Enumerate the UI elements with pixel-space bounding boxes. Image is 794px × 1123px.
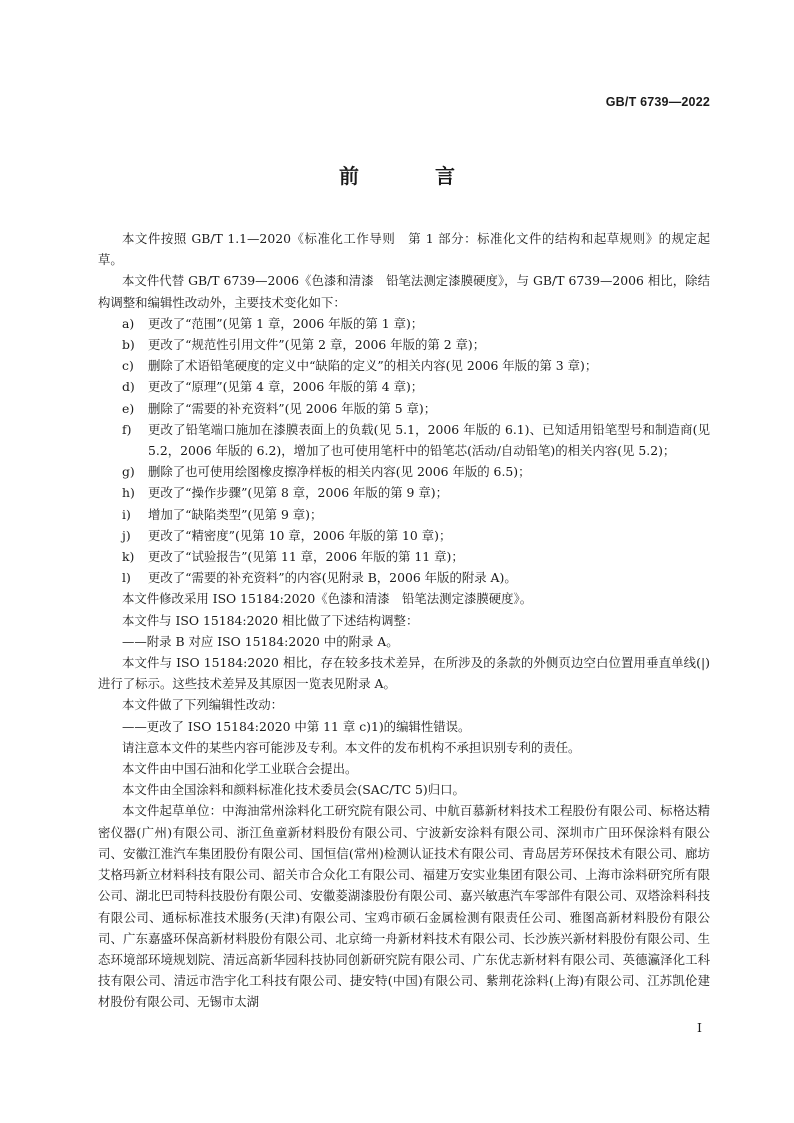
document-body	[98, 228, 710, 1013]
list-text: 增加了“缺陷类型”(见第 9 章)；	[148, 506, 323, 522]
list-item	[98, 525, 710, 546]
standard-code: GB/T 6739—2022	[605, 95, 710, 109]
list-text: 更改了“试验报告”(见第 11 章，2006 年版的第 11 章)；	[148, 549, 464, 565]
list-item	[98, 419, 710, 461]
list-marker: b)	[122, 337, 135, 353]
list-marker: c)	[122, 358, 134, 374]
list-marker: k)	[122, 549, 135, 565]
paragraph-proposed-by: 本文件由中国石油和化学工业联合会提出。	[122, 761, 358, 777]
paragraph-editorial-changes: 本文件做了下列编辑性改动：	[122, 697, 284, 713]
list-marker: f)	[122, 421, 132, 437]
paragraph-patent-notice: 请注意本文件的某些内容可能涉及专利。本文件的发布机构不承担识别专利的责任。	[122, 739, 581, 755]
list-marker: h)	[122, 485, 135, 501]
list-item	[98, 461, 710, 482]
paragraph-administered-by: 本文件由全国涂料和颜料标准化技术委员会(SAC/TC 5)归口。	[122, 782, 465, 798]
list-text: 更改了铅笔端口施加在漆膜表面上的负载(见 5.1，2006 年版的 6.1)、已知适用铅笔型号和制造商(见 5.2，2006 年版的 6.2)，增加了也可使用笔杆中的铅笔芯(活动/自动铅笔)的相关内容(见 5.2)；	[148, 421, 710, 459]
list-item	[98, 546, 710, 567]
list-item	[98, 398, 710, 419]
list-text: 更改了“范围”(见第 1 章，2006 年版的第 1 章)；	[148, 315, 424, 331]
list-marker: a)	[122, 315, 135, 331]
list-text: 删除了术语铅笔硬度的定义中“缺陷的定义”的相关内容(见 2006 年版的第 3 章)；	[148, 358, 598, 374]
list-text: 更改了“规范性引用文件”(见第 2 章，2006 年版的第 2 章)；	[148, 337, 486, 353]
list-marker: d)	[122, 379, 135, 395]
list-marker: e)	[122, 400, 135, 416]
list-item	[98, 313, 710, 334]
list-text: 更改了“操作步骤”(见第 8 章，2006 年版的第 9 章)；	[148, 485, 448, 501]
list-text: 更改了“需要的补充资料”的内容(见附录 B，2006 年版的附录 A)。	[148, 570, 517, 586]
list-marker: i)	[122, 506, 131, 522]
list-item	[98, 567, 710, 588]
paragraph-modified-adoption: 本文件修改采用 ISO 15184:2020《色漆和清漆 铅笔法测定漆膜硬度》。	[122, 591, 533, 607]
dash-item: ——附录 B 对应 ISO 15184:2020 中的附录 A。	[122, 633, 399, 649]
list-text: 更改了“精密度”(见第 10 章，2006 年版的第 10 章)；	[148, 527, 452, 543]
paragraph-structural-adjust: 本文件与 ISO 15184:2020 相比做了下述结构调整：	[122, 612, 419, 628]
list-marker: g)	[122, 464, 135, 480]
list-item	[98, 355, 710, 376]
list-text: 更改了“原理”(见第 4 章，2006 年版的第 4 章)；	[148, 379, 424, 395]
list-item	[98, 482, 710, 503]
list-item	[98, 376, 710, 397]
list-item	[98, 334, 710, 355]
changes-list	[98, 313, 710, 589]
list-item	[98, 504, 710, 525]
paragraph-technical-differences: 本文件与 ISO 15184:2020 相比，存在较多技术差异，在所涉及的条款的外侧页边空白位置用垂直单线(|)进行了标示。这些技术差异及其原因一览表见附录 A。	[98, 655, 710, 692]
paragraph-drafting-units: 本文件起草单位：中海油常州涂料化工研究院有限公司、中航百慕新材料技术工程股份有限公司、标格达精密仪器(广州)有限公司、浙江鱼童新材料股份有限公司、宁波新安涂料有限公司、深圳市广田环保涂料有限公司、安徽江淮汽车集团股份有限公司、国恒信(常州)检测认证技术有限公司、青岛居芳环保技术有限公司、廊坊艾格玛新立材料科技有限公司、韶关市合众化工有限公司、福建万安实业集团有限公司、上海市涂料研究所有限公司、湖北巴司特科技股份有限公司、安徽菱湖漆股份有限公司、嘉兴敏惠汽车零部件有限公司、双塔涂料科技有限公司、通标标准技术服务(天津)有限公司、宝鸡市硕石金属检测有限责任公司、雅图高新材料股份有限公司、广东嘉盛环保高新材料股份有限公司、北京绮一舟新材料技术有限公司、长沙族兴新材料股份有限公司、生态环境部环境规划院、清远高新华园科技协同创新研究院有限公司、广东优志新材料有限公司、英德瀛泽化工科技有限公司、清远市浩宇化工科技有限公司、捷安特(中国)有限公司、紫荆花涂料(上海)有限公司、江苏凯伦建材股份有限公司、无锡市太湖	[98, 803, 710, 1010]
page-title: 前 言	[339, 164, 483, 188]
list-marker: l)	[122, 570, 131, 586]
list-marker: j)	[122, 527, 131, 543]
paragraph-replaces: 本文件代替 GB/T 6739—2006《色漆和清漆 铅笔法测定漆膜硬度》，与 GB/T 6739—2006 相比，除结构调整和编辑性改动外，主要技术变化如下：	[98, 273, 710, 310]
page-number: I	[697, 1020, 702, 1035]
list-text: 删除了“需要的补充资料”(见 2006 年版的第 5 章)；	[148, 400, 437, 416]
paragraph-drafting-rules: 本文件按照 GB/T 1.1—2020《标准化工作导则 第 1 部分：标准化文件的结构和起草规则》的规定起草。	[98, 231, 710, 268]
dash-item: ——更改了 ISO 15184:2020 中第 11 章 c)1)的编辑性错误。	[122, 718, 471, 734]
list-text: 删除了也可使用绘图橡皮擦净样板的相关内容(见 2006 年版的 6.5)；	[148, 464, 531, 480]
